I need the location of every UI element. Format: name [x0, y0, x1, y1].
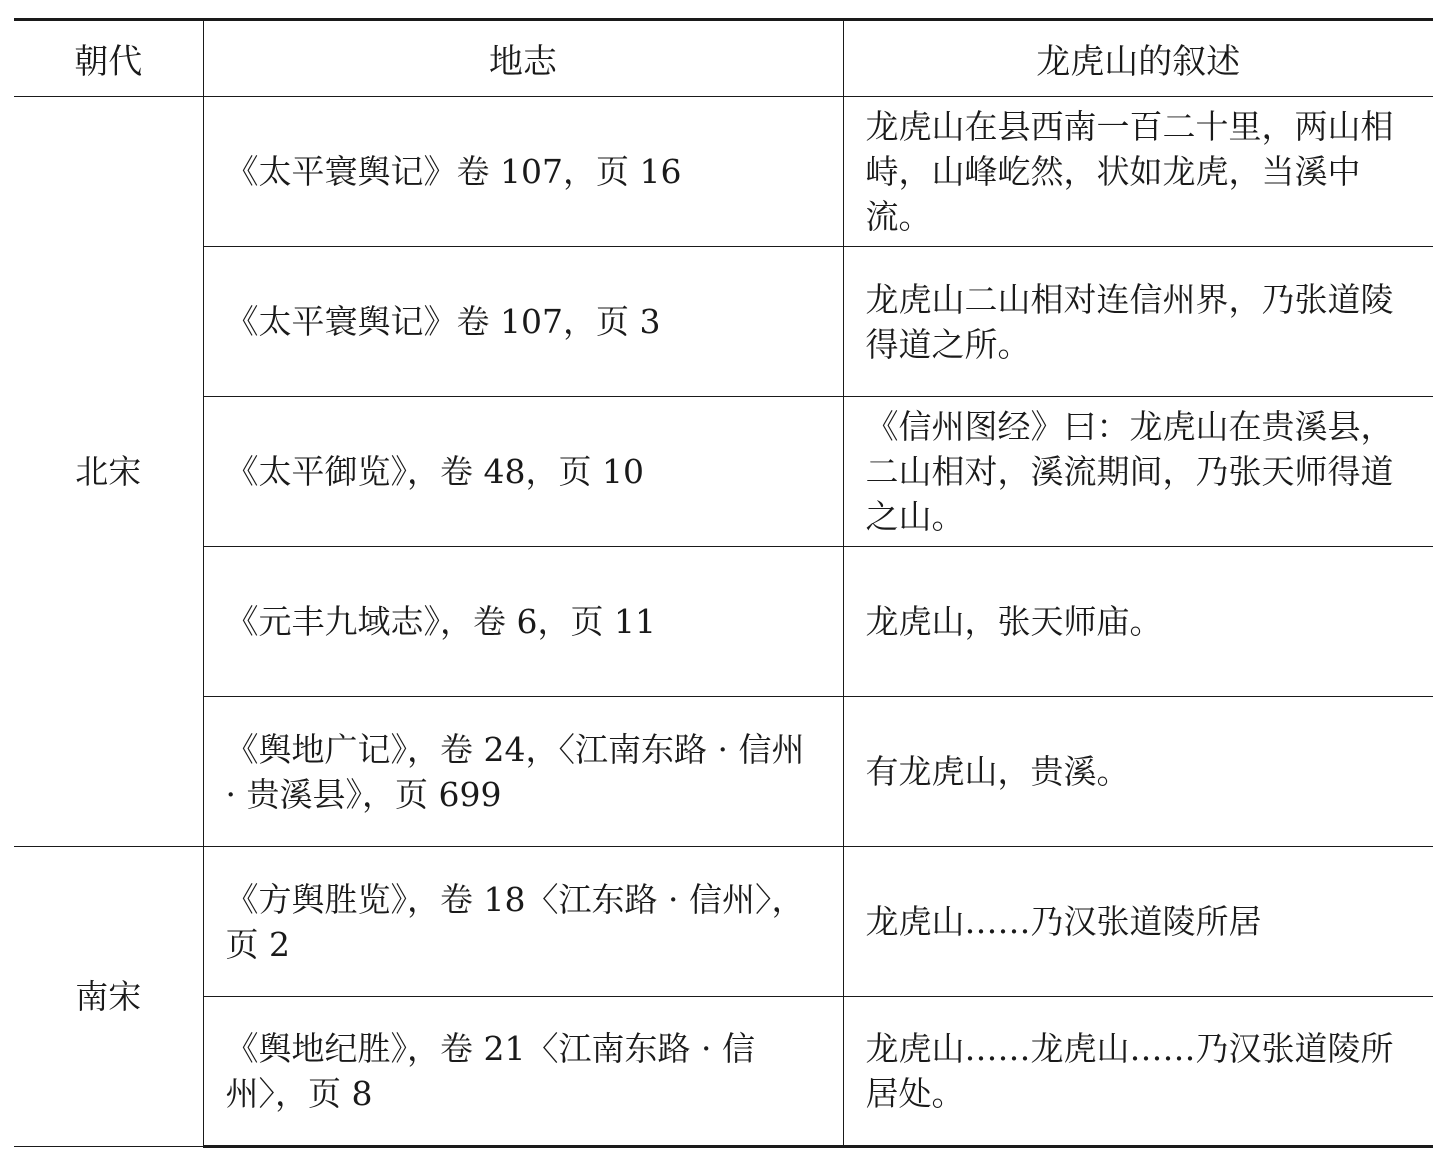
description-cell: 龙虎山，张天师庙。 — [843, 547, 1433, 697]
source-cell: 《舆地纪胜》，卷 21〈江南东路 · 信州〉，页 8 — [203, 997, 843, 1147]
table-header — [14, 20, 1433, 97]
header-description: 龙虎山的叙述 — [843, 20, 1433, 97]
description-cell: 龙虎山二山相对连信州界，乃张道陵得道之所。 — [843, 247, 1433, 397]
description-cell: 龙虎山在县西南一百二十里，两山相峙，山峰屹然，状如龙虎，当溪中流。 — [843, 97, 1433, 247]
source-cell: 《太平寰舆记》卷 107，页 16 — [203, 97, 843, 247]
source-cell: 《元丰九域志》，卷 6，页 11 — [203, 547, 843, 697]
source-cell: 《方舆胜览》，卷 18〈江东路 · 信州〉，页 2 — [203, 847, 843, 997]
gazetteer-table — [14, 18, 1433, 1148]
description-cell: 《信州图经》曰：龙虎山在贵溪县，二山相对，溪流期间，乃张天师得道之山。 — [843, 397, 1433, 547]
description-cell: 龙虎山……乃汉张道陵所居 — [843, 847, 1433, 997]
dynasty-cell-southern-song: 南宋 — [14, 847, 203, 1147]
table-row — [14, 697, 1433, 847]
source-cell: 《太平御览》，卷 48，页 10 — [203, 397, 843, 547]
dynasty-cell-northern-song: 北宋 — [14, 97, 203, 847]
header-gazetteer: 地志 — [203, 20, 843, 97]
table-row — [14, 997, 1433, 1147]
table-row — [14, 97, 1433, 247]
table-row — [14, 247, 1433, 397]
table-row — [14, 847, 1433, 997]
source-cell: 《太平寰舆记》卷 107，页 3 — [203, 247, 843, 397]
source-cell: 《舆地广记》，卷 24，〈江南东路 · 信州 · 贵溪县》，页 699 — [203, 697, 843, 847]
header-row — [14, 20, 1433, 97]
table-row — [14, 547, 1433, 697]
table-row — [14, 397, 1433, 547]
header-dynasty: 朝代 — [14, 20, 203, 97]
description-cell: 龙虎山……龙虎山……乃汉张道陵所居处。 — [843, 997, 1433, 1147]
table-body — [14, 97, 1433, 1147]
description-cell: 有龙虎山，贵溪。 — [843, 697, 1433, 847]
